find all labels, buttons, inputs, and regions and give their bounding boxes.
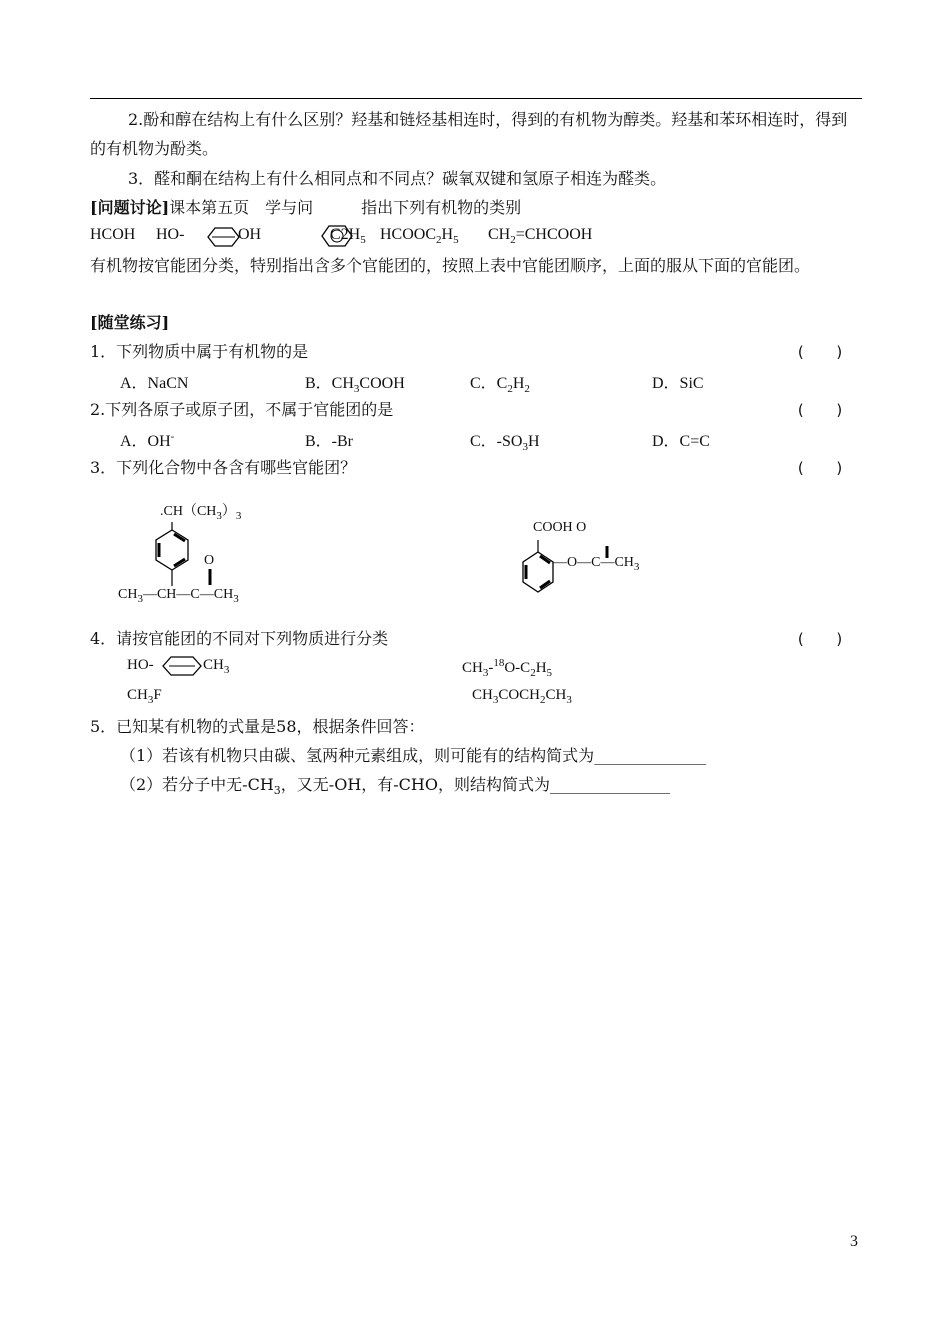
compound-hydroquinone-suffix: OH — [238, 226, 262, 243]
q2-stem: 2.下列各原子或原子团，不属于官能团的是 — [90, 400, 394, 419]
q5-sub1: （1）若该有机物只由碳、氢两种元素组成，则可能有的结构简式为______________ — [120, 746, 707, 765]
compound-acrylic-acid: $CH_2=CHCOOH$ — [488, 226, 593, 247]
struct1-benzene-ring-icon — [145, 522, 195, 586]
q1-option-a[interactable]: A．NaCN — [120, 375, 189, 392]
q1-option-c[interactable]: C．$C_2H_2$ — [470, 375, 530, 396]
q1-option-b[interactable]: B．$CH_3COOH$ — [305, 375, 405, 396]
q4-item-cresol-suffix: $CH_3$ — [203, 657, 230, 676]
struct1-carbonyl-oxygen: O — [204, 553, 215, 568]
compound-hydroquinone-prefix: HO- — [156, 226, 185, 243]
struct1-bottom-chain: $CH_3—CH—C—CH_3$ — [118, 587, 239, 605]
struct1-double-bond-icon — [203, 569, 217, 587]
struct2-top-label: COOH O — [533, 520, 587, 535]
q4-item-ether: $CH_3-^{18}O-C_2H_5$ — [462, 657, 553, 679]
q2-option-d[interactable]: D．C=C — [652, 433, 710, 450]
classification-paragraph: 有机物按官能团分类，特别指出含多个官能团的，按照上表中官能团顺序，上面的服从下面的官能团。 — [90, 256, 811, 275]
struct2-ester-chain: $—O—C—CH_3$ — [553, 555, 640, 573]
benzene-ring-icon — [160, 655, 206, 677]
header-rule — [90, 98, 862, 99]
compound-ethylbenzene-substituent: $C2H_5$ — [330, 226, 366, 247]
compound-hcoh: HCOH — [90, 226, 136, 243]
q1-stem: 1．下列物质中属于有机物的是 — [90, 342, 309, 361]
page-number: 3 — [850, 1233, 858, 1250]
q4-item-fluoromethane: $CH_3F$ — [127, 687, 162, 706]
q2-option-c[interactable]: C．$-SO_3H$ — [470, 433, 540, 454]
q1-answer-blank[interactable]: ( ) — [796, 343, 845, 361]
q3-answer-blank[interactable]: ( ) — [796, 459, 845, 477]
q4-stem: 4．请按官能团的不同对下列物质进行分类 — [90, 629, 389, 648]
q5-sub2: （2）若分子中无$-CH_3$，又无-OH，有-CHO，则结构简式为_______________ — [120, 775, 670, 798]
q5-stem: 5．已知某有机物的式量是58，根据条件回答： — [90, 717, 425, 736]
q2-answer-blank[interactable]: ( ) — [796, 401, 845, 419]
q2-option-a[interactable]: A．OH- — [120, 430, 175, 450]
practice-heading: [随堂练习] — [90, 313, 170, 332]
q4-answer-blank[interactable]: ( ) — [796, 630, 845, 648]
q4-item-cresol-prefix: HO- — [127, 657, 154, 673]
compound-ethyl-formate: $HCOOC_2H_5$ — [380, 226, 459, 247]
q4-item-butanone: $CH_3COCH_2CH_3$ — [472, 687, 572, 706]
q5-sub2-answer-blank[interactable]: _______________ — [550, 775, 670, 794]
q3-stem: 3．下列化合物中各含有哪些官能团？ — [90, 458, 357, 477]
q2-paragraph: 2.酚和醇在结构上有什么区别？羟基和链烃基相连时，得到的有机物为醇类。羟基和苯环相连时，得到的有机物为酚类。 — [90, 110, 848, 158]
discussion-text: 课本第五页 学与问 指出下列有机物的类别 — [169, 198, 522, 217]
q5-sub1-answer-blank[interactable]: ______________ — [594, 746, 707, 765]
q2-option-b[interactable]: B．-Br — [305, 433, 354, 450]
discussion-line — [90, 197, 521, 219]
q3-paragraph: 3．醛和酮在结构上有什么相同点和不同点？碳氧双键和氢原子相连为醛类。 — [128, 169, 667, 188]
discussion-heading: [问题讨论] — [90, 198, 170, 217]
struct1-top-label: $.CH(CH_3)_3$ — [160, 504, 242, 522]
benzene-ring-icon — [202, 226, 242, 248]
q1-option-d[interactable]: D．SiC — [652, 375, 704, 392]
